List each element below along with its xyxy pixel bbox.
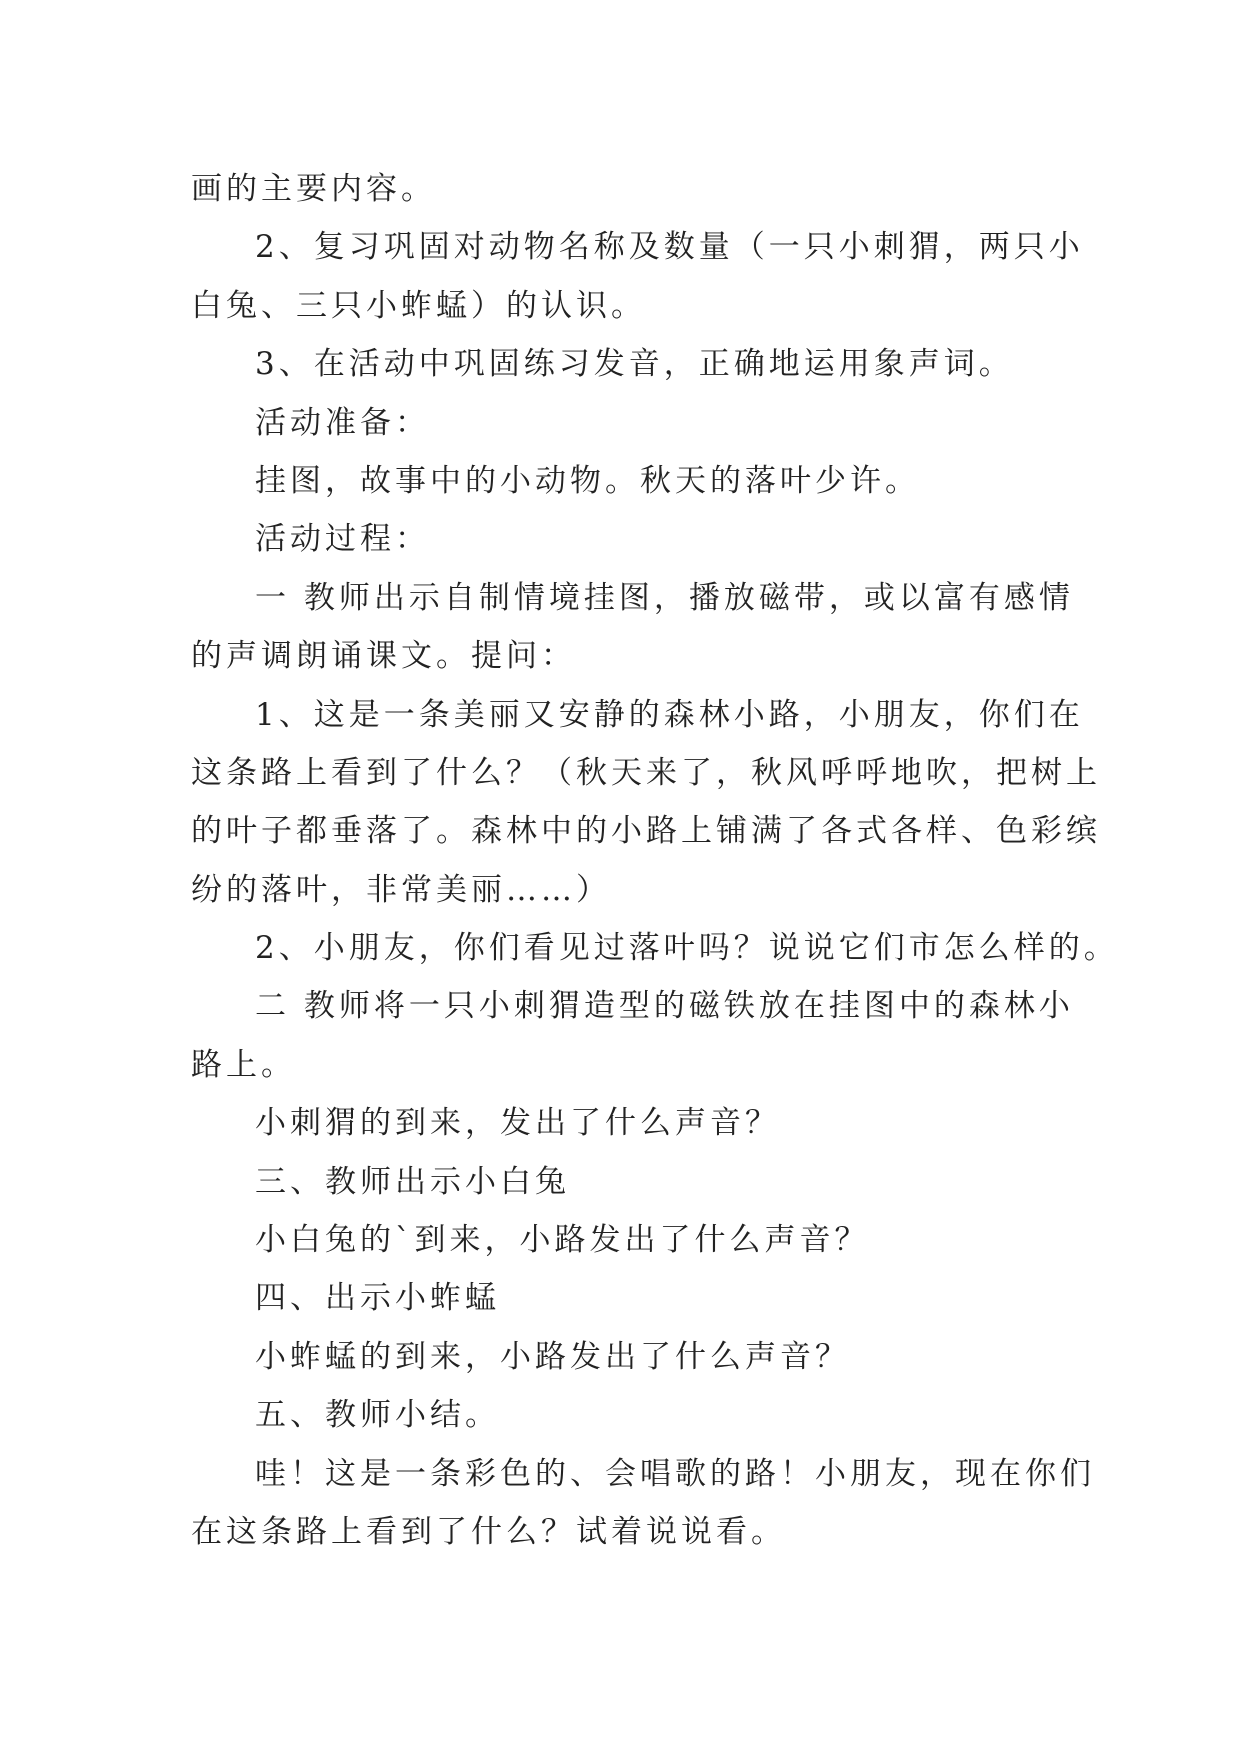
text-line: 路上。 bbox=[191, 1046, 296, 1083]
text-line: 小白兔的`到来，小路发出了什么声音？ bbox=[255, 1222, 870, 1259]
text-line: 在这条路上看到了什么？试着说说看。 bbox=[191, 1513, 786, 1550]
text-line: 2、复习巩固对动物名称及数量（一只小刺猬，两只小 bbox=[255, 229, 1084, 266]
text-line: 1、这是一条美丽又安静的森林小路，小朋友，你们在 bbox=[255, 696, 1084, 733]
text-line: 纷的落叶，非常美丽……） bbox=[191, 871, 611, 908]
text-line: 一 教师出示自制情境挂图，播放磁带，或以富有感情 bbox=[255, 579, 1074, 616]
document-body bbox=[191, 160, 1119, 1561]
section-heading: 活动过程： bbox=[255, 521, 430, 558]
text-line: 小蚱蜢的到来，小路发出了什么声音？ bbox=[255, 1338, 850, 1375]
text-line: 画的主要内容。 bbox=[191, 171, 436, 207]
text-line: 2、小朋友，你们看见过落叶吗？说说它们市怎么样的。 bbox=[255, 930, 1119, 967]
text-line: 3、在活动中巩固练习发音，正确地运用象声词。 bbox=[255, 346, 1014, 383]
text-line: 小刺猬的到来，发出了什么声音？ bbox=[255, 1105, 780, 1142]
text-line: 五、教师小结。 bbox=[255, 1397, 500, 1434]
text-line: 二 教师将一只小刺猬造型的磁铁放在挂图中的森林小 bbox=[255, 988, 1074, 1025]
text-line: 挂图，故事中的小动物。秋天的落叶少许。 bbox=[255, 462, 920, 499]
text-line: 哇！这是一条彩色的、会唱歌的路！小朋友，现在你们 bbox=[255, 1455, 1095, 1492]
text-line: 四、出示小蚱蜢 bbox=[255, 1280, 500, 1317]
section-heading: 活动准备： bbox=[255, 404, 430, 441]
text-line: 的声调朗诵课文。提问： bbox=[191, 638, 576, 675]
text-line: 的叶子都垂落了。森林中的小路上铺满了各式各样、色彩缤 bbox=[191, 813, 1101, 850]
text-line: 白兔、三只小蚱蜢）的认识。 bbox=[191, 287, 646, 324]
text-line: 这条路上看到了什么？（秋天来了，秋风呼呼地吹，把树上 bbox=[191, 754, 1101, 791]
text-line: 三、教师出示小白兔 bbox=[255, 1163, 570, 1200]
